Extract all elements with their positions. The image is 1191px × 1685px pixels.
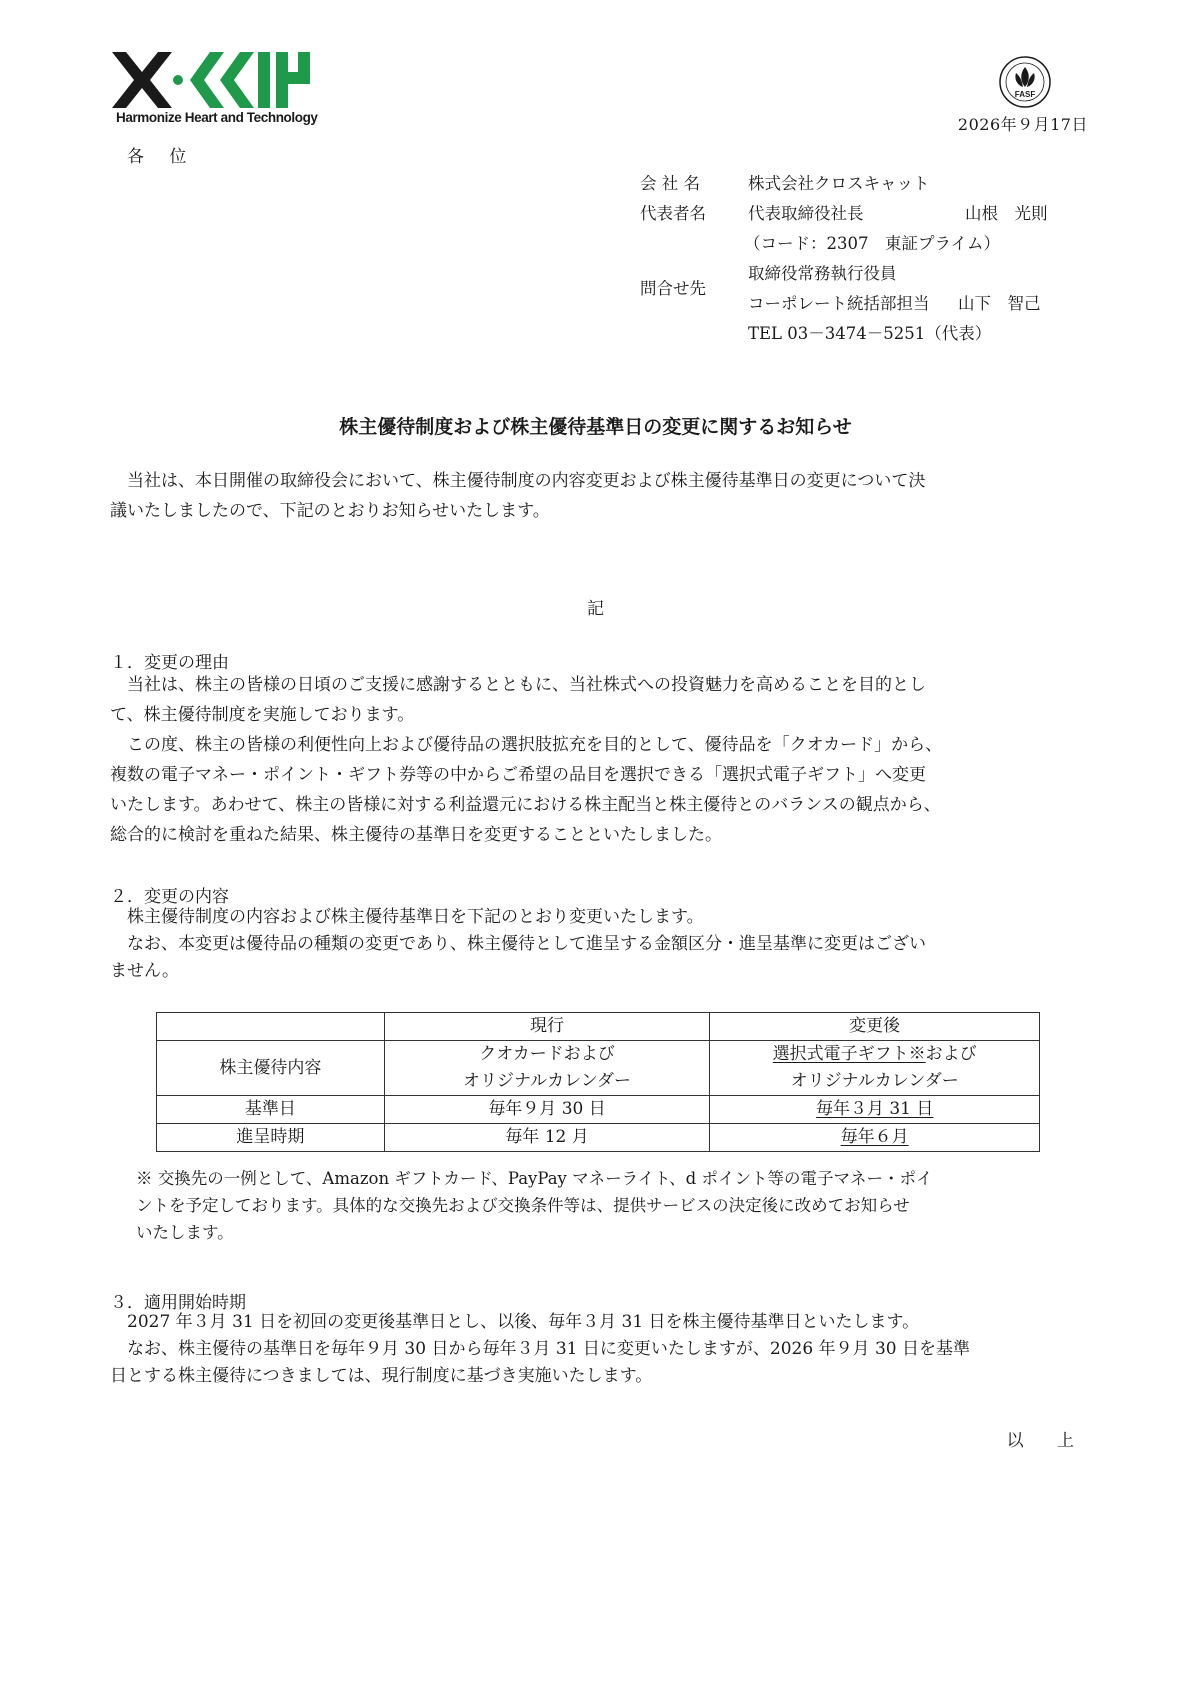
row-label-timing: 進呈時期	[157, 1124, 385, 1152]
section1-line: いたします。あわせて、株主の皆様に対する利益還元における株主配当と株主優待とのバランスの観点から、	[110, 795, 941, 815]
company-label: 会 社 名	[640, 174, 700, 193]
section1-heading: １．変更の理由	[110, 653, 229, 673]
contact-label: 問合せ先	[640, 279, 706, 298]
section2-body	[110, 904, 1090, 985]
section1-body	[110, 670, 1090, 850]
company-logo	[112, 50, 322, 130]
ki-marker: 記	[587, 599, 604, 619]
intro-paragraph	[110, 466, 1090, 526]
section2-line: ません。	[110, 961, 180, 981]
table-head-current: 現行	[384, 1013, 710, 1041]
contact-dept: コーポレート統括部担当	[748, 294, 930, 313]
after-content-cell	[710, 1041, 1040, 1096]
table-row	[157, 1096, 1040, 1124]
section2-line: なお、本変更は優待品の種類の変更であり、株主優待として進呈する金額区分・進呈基準に変更はござい	[110, 934, 926, 954]
section1-line: て、株主優待制度を実施しております。	[110, 705, 415, 725]
table-note	[136, 1165, 1096, 1246]
current-record-date: 毎年９月 30 日	[384, 1096, 710, 1124]
note-line: いたします。	[136, 1223, 234, 1242]
row-label-record-date: 基準日	[157, 1096, 385, 1124]
section3-line: 日とする株主優待につきましては、現行制度に基づき実施いたします。	[110, 1366, 653, 1386]
note-line: ※ 交換先の一例として、Amazon ギフトカード、PayPay マネーライト、d ポイント等の電子マネー・ポイ	[136, 1169, 933, 1188]
fasf-seal-icon	[998, 55, 1052, 109]
change-table	[156, 1012, 1040, 1152]
table-head-after: 変更後	[710, 1013, 1040, 1041]
current-content-line: クオカードおよび	[479, 1044, 615, 1064]
closing-mark: 以 上	[1006, 1431, 1088, 1451]
table-corner-cell	[157, 1013, 385, 1041]
logo-tagline: Harmonize Heart and Technology	[116, 110, 318, 125]
intro-line: 議いたしましたので、下記のとおりお知らせいたします。	[110, 501, 550, 521]
document-title: 株主優待制度および株主優待基準日の変更に関するお知らせ	[339, 416, 852, 438]
fasf-label: FASF	[1014, 90, 1036, 99]
issue-date: 2026年９月17日	[957, 115, 1088, 134]
contact-title: 取締役常務執行役員	[748, 264, 897, 283]
rep-title: 代表取締役社長	[748, 204, 864, 223]
section1-line: 当社は、株主の皆様の日頃のご支援に感謝するとともに、当社株式への投資魅力を高めることを目的とし	[110, 675, 926, 695]
table-row	[157, 1124, 1040, 1152]
section2-heading: ２．変更の内容	[110, 887, 229, 907]
table-row	[157, 1041, 1040, 1096]
section1-line: 総合的に検討を重ねた結果、株主優待の基準日を変更することといたしました。	[110, 825, 722, 845]
contact-tel: TEL 03－3474－5251（代表）	[748, 324, 992, 343]
section1-line: 複数の電子マネー・ポイント・ギフト券等の中からご希望の品目を選択できる「選択式電子ギフト」へ変更	[110, 765, 926, 785]
section3-body	[110, 1309, 1090, 1390]
section1-line: この度、株主の皆様の利便性向上および優待品の選択肢拡充を目的として、優待品を「クオカード」から、	[110, 735, 943, 755]
contact-name: 山下 智己	[958, 294, 1041, 313]
current-timing: 毎年 12 月	[384, 1124, 710, 1152]
addressee: 各 位	[127, 147, 197, 167]
stock-code: （コード：2307 東証プライム）	[744, 234, 1000, 253]
table-header-row	[157, 1013, 1040, 1041]
logo-mark	[112, 50, 322, 110]
current-content-line: オリジナルカレンダー	[463, 1071, 632, 1091]
section3-line: 2027 年３月 31 日を初回の変更後基準日とし、以後、毎年３月 31 日を株主優待基準日といたします。	[110, 1312, 920, 1332]
section3-line: なお、株主優待の基準日を毎年９月 30 日から毎年３月 31 日に変更いたしますが、2026 年９月 30 日を基準	[110, 1339, 970, 1359]
section3-heading: ３．適用開始時期	[110, 1293, 246, 1313]
after-content-line: オリジナルカレンダー	[790, 1071, 959, 1091]
intro-line: 当社は、本日開催の取締役会において、株主優待制度の内容変更および株主優待基準日の変更について決	[110, 471, 926, 491]
note-line: ントを予定しております。具体的な交換先および交換条件等は、提供サービスの決定後に改めてお知らせ	[136, 1196, 910, 1215]
current-content-cell	[384, 1041, 710, 1096]
after-timing: 毎年６月	[840, 1127, 909, 1147]
fasf-seal	[998, 55, 1052, 109]
rep-name: 山根 光則	[965, 204, 1048, 223]
section2-line: 株主優待制度の内容および株主優待基準日を下記のとおり変更いたします。	[110, 907, 704, 927]
after-content-underlined: 選択式電子ギフト※	[772, 1044, 926, 1064]
rep-label: 代表者名	[640, 204, 706, 223]
after-record-date: 毎年３月 31 日	[815, 1099, 934, 1119]
row-label-content: 株主優待内容	[157, 1041, 385, 1096]
after-content-suffix: および	[925, 1044, 977, 1064]
company-value: 株式会社クロスキャット	[748, 174, 930, 193]
